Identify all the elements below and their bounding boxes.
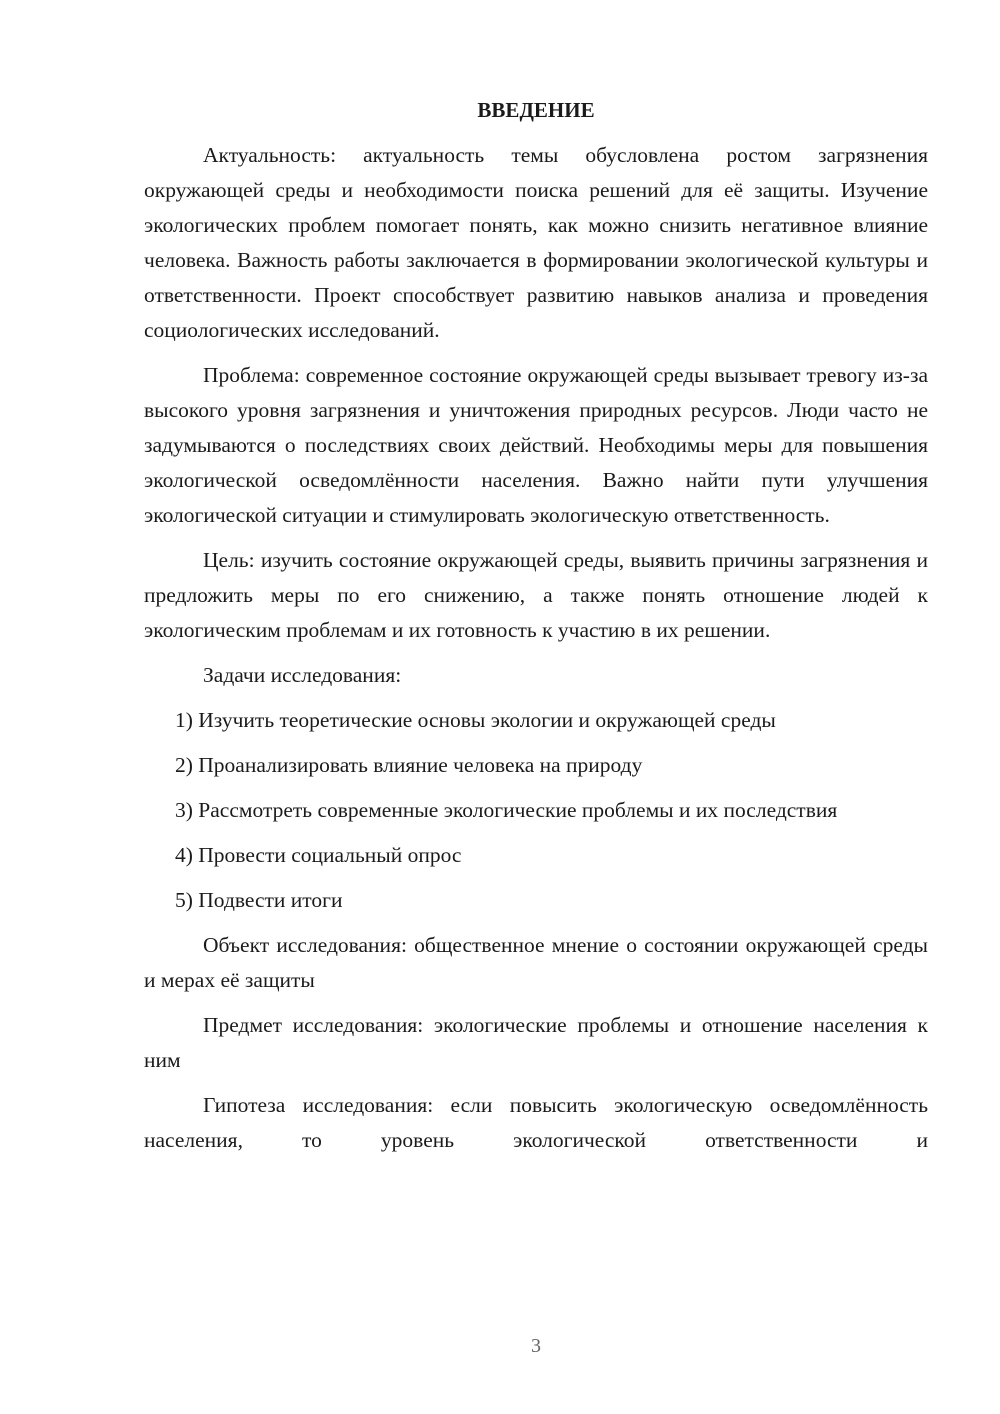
page-number: 3 — [531, 1335, 541, 1357]
tasks-title: Задачи исследования: — [203, 663, 402, 687]
task-item-2: 2) Проанализировать влияние человека на природу — [175, 753, 643, 777]
subject-paragraph: Предмет исследования: экологические проблемы и отношение населения к ним — [144, 1013, 928, 1072]
task-item-3: 3) Рассмотреть современные экологические проблемы и их последствия — [175, 798, 838, 822]
section-heading: ВВЕДЕНИЕ — [477, 98, 595, 122]
relevance-paragraph: Актуальность: актуальность темы обусловлена ростом загрязнения окружающей среды и необходимости поиска решений для её защиты. Изучение экологических проблем помогает понять, как можно снизить негативное влияние человека. Важность работы заключается в формировании экологической культуры и ответственности. Проект способствует развитию навыков анализа и проведения социологических исследований. — [144, 143, 928, 342]
goal-paragraph: Цель: изучить состояние окружающей среды, выявить причины загрязнения и предложить меры по его снижению, а также понять отношение людей к экологическим проблемам и их готовность к участию в их решении. — [144, 548, 928, 642]
task-item-5: 5) Подвести итоги — [175, 888, 343, 912]
hypothesis-paragraph: Гипотеза исследования: если повысить экологическую осведомлённость населения, то уровень экологической ответственности и — [144, 1093, 928, 1152]
problem-paragraph: Проблема: современное состояние окружающей среды вызывает тревогу из-за высокого уровня загрязнения и уничтожения природных ресурсов. Люди часто не задумываются о последствиях своих действий. Необходимы меры для повышения экологической осведомлённости населения. Важно найти пути улучшения экологической ситуации и стимулировать экологическую ответственность. — [144, 363, 928, 527]
task-item-4: 4) Провести социальный опрос — [175, 843, 462, 867]
task-item-1: 1) Изучить теоретические основы экологии и окружающей среды — [175, 708, 776, 732]
object-paragraph: Объект исследования: общественное мнение о состоянии окружающей среды и мерах её защиты — [144, 933, 928, 992]
page-content — [144, 92, 928, 1168]
